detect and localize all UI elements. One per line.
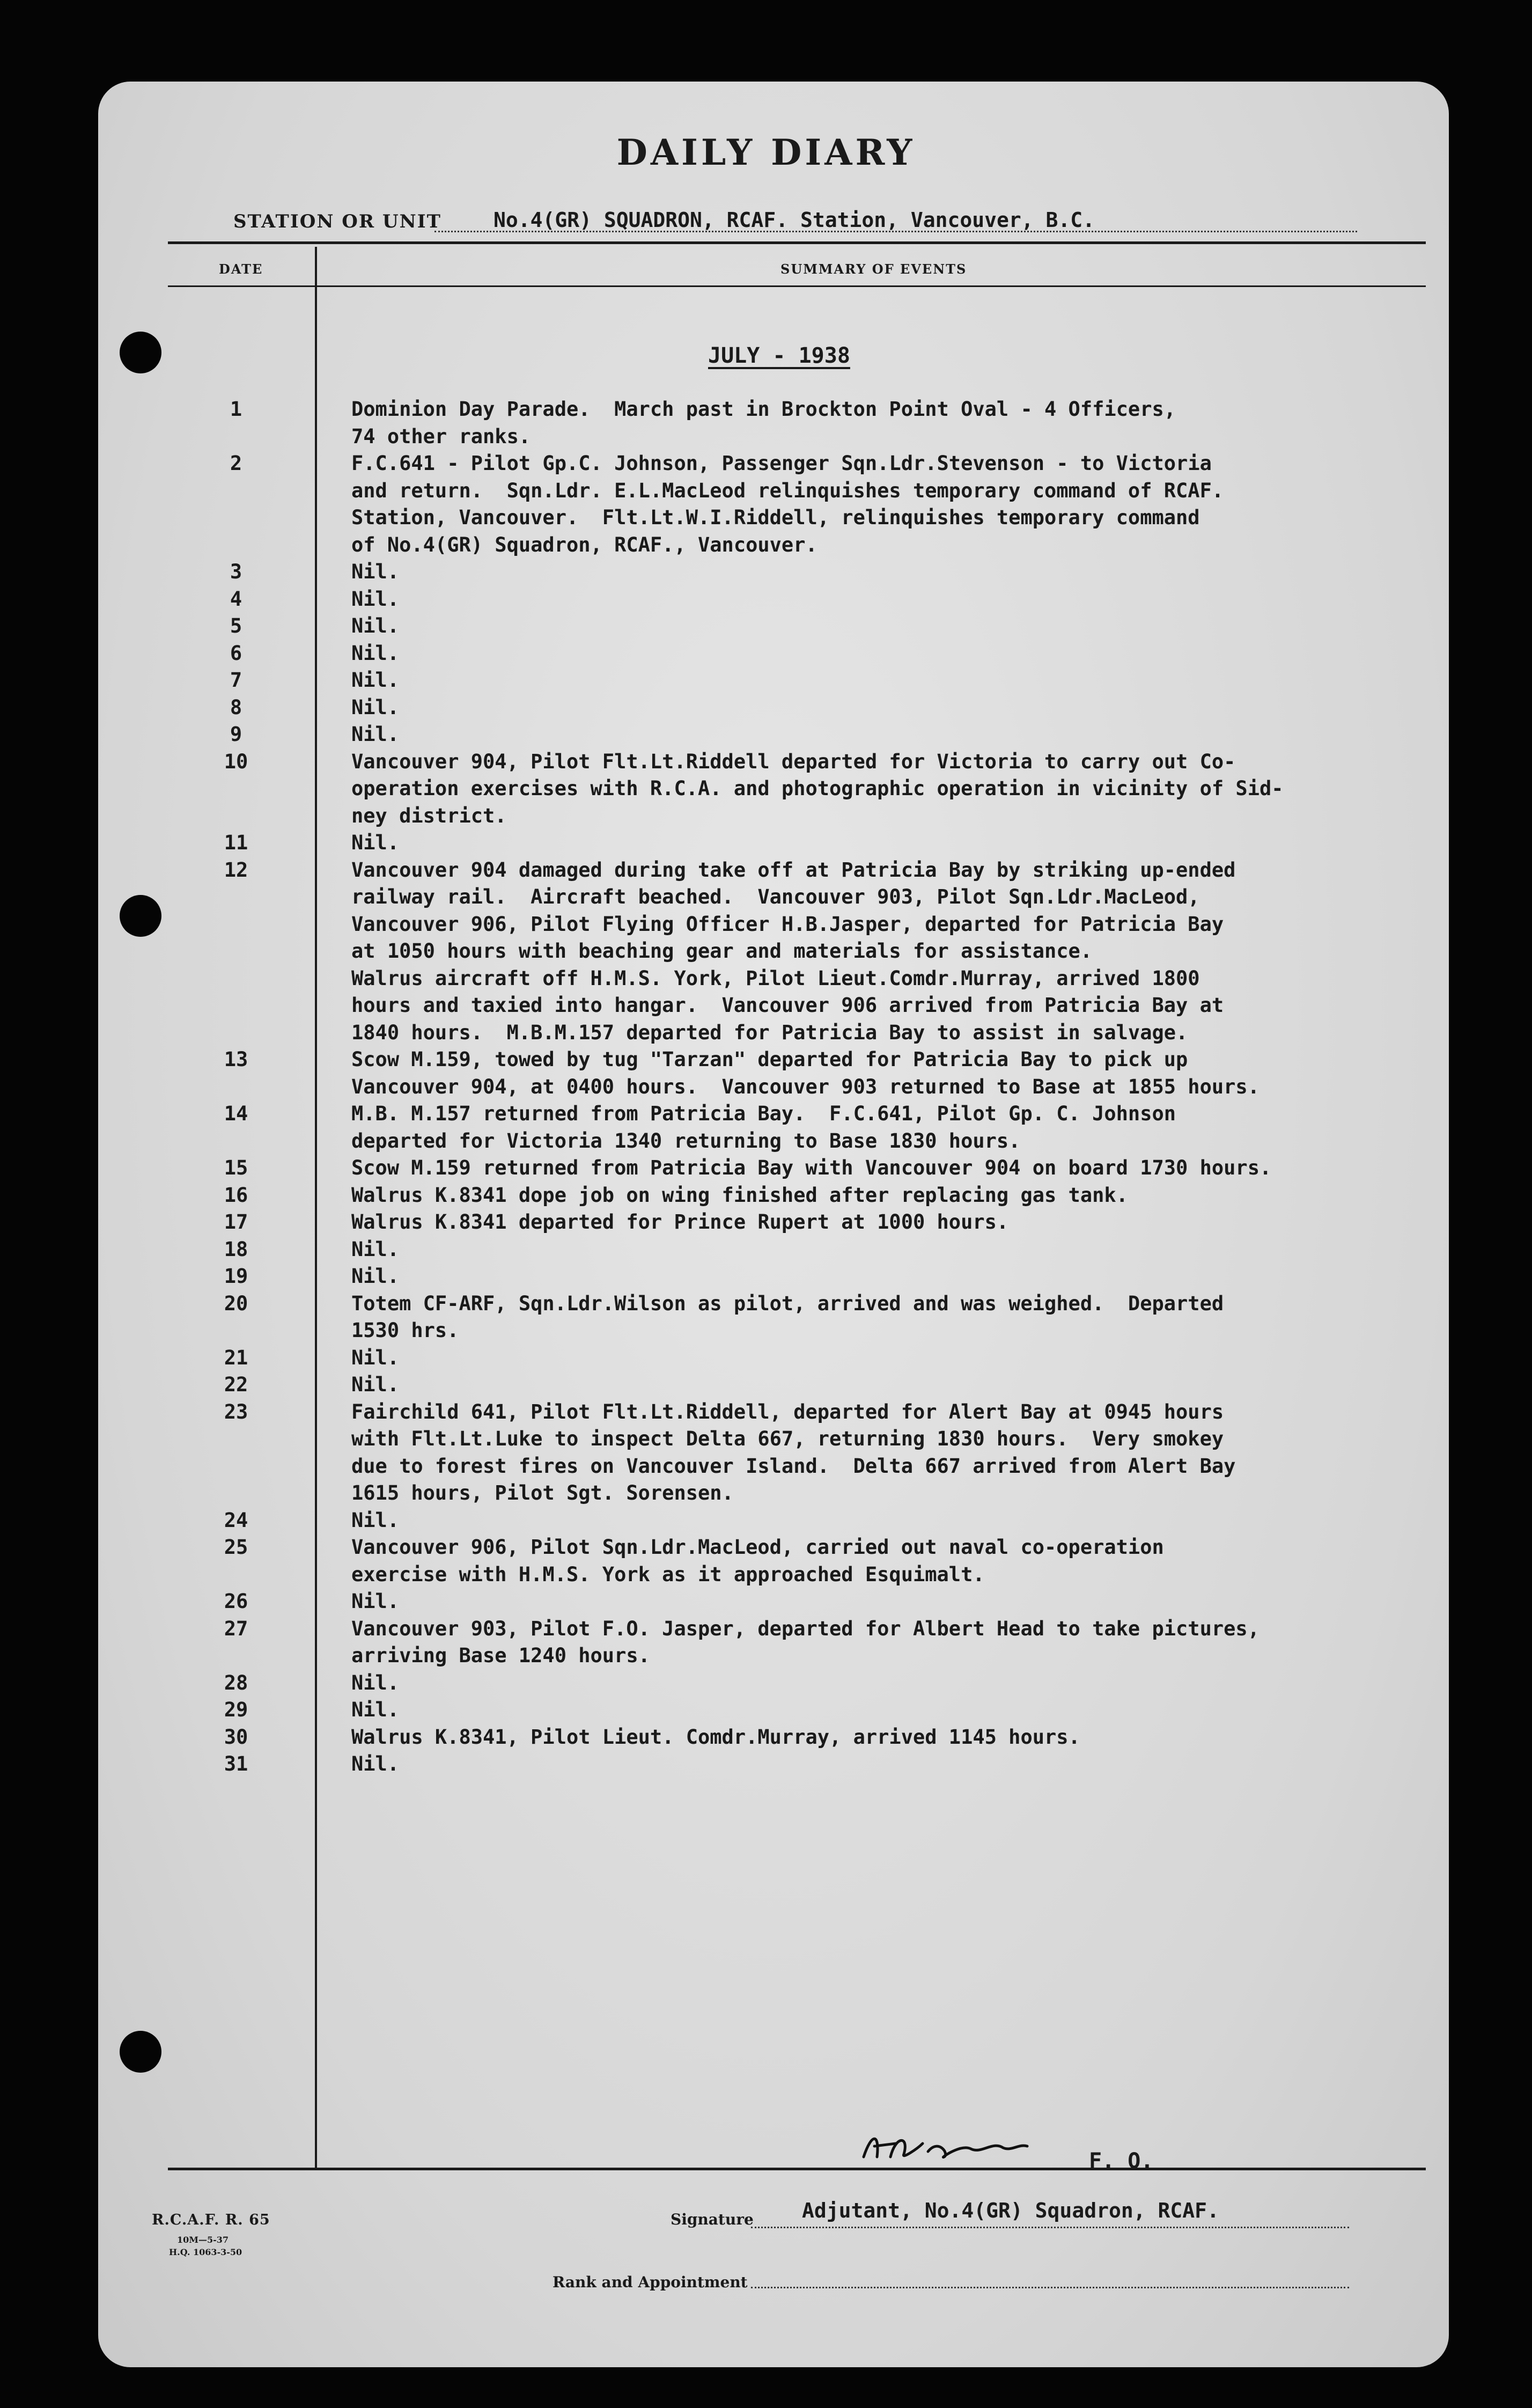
entry-text-line: Nil. [351, 1671, 400, 1694]
entry-date: 12 [224, 858, 248, 882]
entry-text-line: Nil. [351, 1698, 400, 1721]
entry-date: 21 [224, 1346, 248, 1369]
entry-text-line: Walrus K.8341 departed for Prince Rupert at 1000 hours. [351, 1210, 1009, 1234]
entry-date: 3 [230, 560, 242, 583]
entry-date: 18 [224, 1237, 248, 1261]
entry-text-line: Nil. [351, 669, 400, 692]
entry-text-line: Nil. [351, 641, 400, 665]
signature-value: Adjutant, No.4(GR) Squadron, RCAF. [802, 2199, 1219, 2222]
diary-entry [0, 748, 1532, 830]
entry-text-line: with Flt.Lt.Luke to inspect Delta 667, returning 1830 hours. Very smokey [351, 1427, 1224, 1450]
entry-text-line: operation exercises with R.C.A. and photographic operation in vicinity of Sid- [351, 777, 1284, 800]
entry-text-line: M.B. M.157 returned from Patricia Bay. F.C.641, Pilot Gp. C. Johnson [351, 1102, 1176, 1125]
rank-appointment-label: Rank and Appointment [553, 2273, 748, 2291]
entry-text-line: due to forest fires on Vancouver Island. Delta 667 arrived from Alert Bay [351, 1454, 1236, 1478]
diary-entry [0, 1100, 1532, 1155]
entry-text-line: Scow M.159, towed by tug "Tarzan" departed for Patricia Bay to pick up [351, 1048, 1188, 1071]
entry-text-line: 1530 hrs. [351, 1319, 459, 1342]
entry-text-line: Nil. [351, 695, 400, 719]
entry-text-line: Vancouver 903, Pilot F.O. Jasper, departed for Albert Head to take pictures, [351, 1617, 1260, 1640]
entry-text-line: Scow M.159 returned from Patricia Bay with Vancouver 904 on board 1730 hours. [351, 1156, 1272, 1179]
entry-text-line: Walrus K.8341 dope job on wing finished after replacing gas tank. [351, 1183, 1128, 1207]
entry-date: 9 [230, 723, 242, 746]
entry-text-line: 74 other ranks. [351, 424, 531, 448]
entry-date: 2 [230, 452, 242, 475]
entry-text-line: exercise with H.M.S. York as it approached Esquimalt. [351, 1562, 985, 1586]
entry-text-line: Nil. [351, 614, 400, 637]
entry-text-line: of No.4(GR) Squadron, RCAF., Vancouver. [351, 533, 817, 556]
entry-text-line: Vancouver 904, at 0400 hours. Vancouver 903 returned to Base at 1855 hours. [351, 1075, 1260, 1098]
entry-text-line: Vancouver 906, Pilot Flying Officer H.B.Jasper, departed for Patricia Bay [351, 912, 1224, 936]
entry-date: 14 [224, 1102, 248, 1125]
diary-entry [0, 1399, 1532, 1507]
entry-text-line: Nil. [351, 723, 400, 746]
entry-text-line: ney district. [351, 804, 507, 827]
entry-text-line: Nil. [351, 1373, 400, 1396]
entry-date: 4 [230, 587, 242, 611]
entry-text-line: Walrus aircraft off H.M.S. York, Pilot Lieut.Comdr.Murray, arrived 1800 [351, 966, 1200, 990]
entry-date: 20 [224, 1291, 248, 1315]
form-number: R.C.A.F. R. 65 [152, 2212, 270, 2228]
diary-entry [0, 667, 1532, 694]
entry-date: 13 [224, 1048, 248, 1071]
entry-date: 1 [230, 398, 242, 421]
diary-entry [0, 1670, 1532, 1697]
column-header-date: DATE [219, 261, 263, 277]
entry-text-line: Walrus K.8341, Pilot Lieut. Comdr.Murray, arrived 1145 hours. [351, 1725, 1080, 1749]
entry-text-line: arriving Base 1240 hours. [351, 1644, 650, 1667]
entry-date: 28 [224, 1671, 248, 1694]
entry-date: 19 [224, 1265, 248, 1288]
diary-entry [0, 1507, 1532, 1535]
diary-entry [0, 1697, 1532, 1724]
diary-entry [0, 1345, 1532, 1372]
diary-entry [0, 396, 1532, 450]
entry-date: 10 [224, 750, 248, 773]
entry-date: 30 [224, 1725, 248, 1749]
signature-dotted-line [751, 2227, 1349, 2228]
entry-text-line: Nil. [351, 1346, 400, 1369]
entry-text-line: Dominion Day Parade. March past in Brockton Point Oval - 4 Officers, [351, 398, 1176, 421]
entry-date: 8 [230, 695, 242, 719]
diary-entry [0, 721, 1532, 748]
diary-entry [0, 1616, 1532, 1670]
signature-rank: F. O. [1089, 2149, 1154, 2174]
diary-entry [0, 1209, 1532, 1236]
entry-text-line: Nil. [351, 1508, 400, 1532]
diary-entry [0, 1588, 1532, 1616]
diary-entry [0, 857, 1532, 1047]
entry-text-line: Nil. [351, 587, 400, 611]
entry-date: 26 [224, 1590, 248, 1613]
page-title: DAILY DIARY [616, 131, 916, 173]
diary-entry [0, 640, 1532, 667]
entry-text-line: and return. Sqn.Ldr. E.L.MacLeod relinquishes temporary command of RCAF. [351, 479, 1224, 502]
header-rule-bottom [168, 285, 1426, 287]
entry-date: 29 [224, 1698, 248, 1721]
station-label: STATION OR UNIT [233, 211, 441, 232]
handwritten-signature [858, 2127, 1030, 2165]
entry-text-line: Vancouver 904, Pilot Flt.Lt.Riddell departed for Victoria to carry out Co- [351, 750, 1236, 773]
entry-date: 22 [224, 1373, 248, 1396]
entry-date: 6 [230, 641, 242, 665]
entry-text-line: railway rail. Aircraft beached. Vancouver 903, Pilot Sqn.Ldr.MacLeod, [351, 885, 1200, 908]
diary-entry [0, 1724, 1532, 1751]
entry-text-line: Nil. [351, 1237, 400, 1261]
entry-date: 27 [224, 1617, 248, 1640]
entry-date: 15 [224, 1156, 248, 1179]
entry-date: 23 [224, 1400, 248, 1423]
entry-text-line: 1615 hours, Pilot Sgt. Sorensen. [351, 1481, 734, 1504]
entry-text-line: departed for Victoria 1340 returning to Base 1830 hours. [351, 1129, 1021, 1152]
entry-text-line: Station, Vancouver. Flt.Lt.W.I.Riddell, relinquishes temporary command [351, 506, 1200, 529]
station-value: No.4(GR) SQUADRON, RCAF. Station, Vancouver, B.C. [494, 208, 1095, 232]
diary-entry [0, 613, 1532, 640]
entry-text-line: Nil. [351, 1265, 400, 1288]
punch-hole-top [120, 332, 161, 373]
form-print-run: 10M—5-37 [177, 2235, 229, 2245]
entry-text-line: Nil. [351, 1590, 400, 1613]
entry-date: 5 [230, 614, 242, 637]
entry-date: 11 [224, 831, 248, 854]
rank-dotted-line [751, 2287, 1349, 2288]
form-hq-reference: H.Q. 1063-3-50 [169, 2247, 242, 2257]
diary-entry [0, 559, 1532, 586]
diary-entry [0, 1371, 1532, 1399]
entry-text-line: Nil. [351, 1752, 400, 1775]
diary-entry [0, 1155, 1532, 1182]
entry-text-line: 1840 hours. M.B.M.157 departed for Patricia Bay to assist in salvage. [351, 1021, 1188, 1044]
header-rule-top [168, 241, 1426, 244]
entry-text-line: Nil. [351, 560, 400, 583]
entry-text-line: Vancouver 904 damaged during take off at Patricia Bay by striking up-ended [351, 858, 1236, 882]
column-header-summary: SUMMARY OF EVENTS [780, 261, 967, 277]
diary-entry [0, 829, 1532, 857]
entry-text-line: Nil. [351, 831, 400, 854]
footer-rule [168, 2168, 1426, 2170]
diary-entry [0, 1290, 1532, 1345]
punch-hole-bottom [120, 2031, 161, 2073]
diary-entry [0, 1046, 1532, 1100]
signature-label: Signature [671, 2211, 754, 2228]
diary-entry [0, 1263, 1532, 1290]
diary-entry [0, 1236, 1532, 1264]
entry-text-line: Fairchild 641, Pilot Flt.Lt.Riddell, departed for Alert Bay at 0945 hours [351, 1400, 1224, 1423]
diary-entry [0, 1751, 1532, 1778]
month-heading: JULY - 1938 [708, 343, 850, 368]
entry-date: 24 [224, 1508, 248, 1532]
entry-text-line: Vancouver 906, Pilot Sqn.Ldr.MacLeod, carried out naval co-operation [351, 1536, 1164, 1559]
diary-entry [0, 586, 1532, 613]
entry-date: 17 [224, 1210, 248, 1234]
diary-entry [0, 694, 1532, 722]
diary-entry [0, 450, 1532, 559]
entry-date: 16 [224, 1183, 248, 1207]
entry-text-line: at 1050 hours with beaching gear and materials for assistance. [351, 939, 1093, 963]
diary-entry [0, 1534, 1532, 1588]
diary-entry [0, 1182, 1532, 1209]
entry-text-line: F.C.641 - Pilot Gp.C. Johnson, Passenger Sqn.Ldr.Stevenson - to Victoria [351, 452, 1212, 475]
entry-date: 31 [224, 1752, 248, 1775]
entry-text-line: hours and taxied into hangar. Vancouver 906 arrived from Patricia Bay at [351, 994, 1224, 1017]
entry-date: 7 [230, 669, 242, 692]
entry-date: 25 [224, 1536, 248, 1559]
entry-text-line: Totem CF-ARF, Sqn.Ldr.Wilson as pilot, arrived and was weighed. Departed [351, 1291, 1224, 1315]
